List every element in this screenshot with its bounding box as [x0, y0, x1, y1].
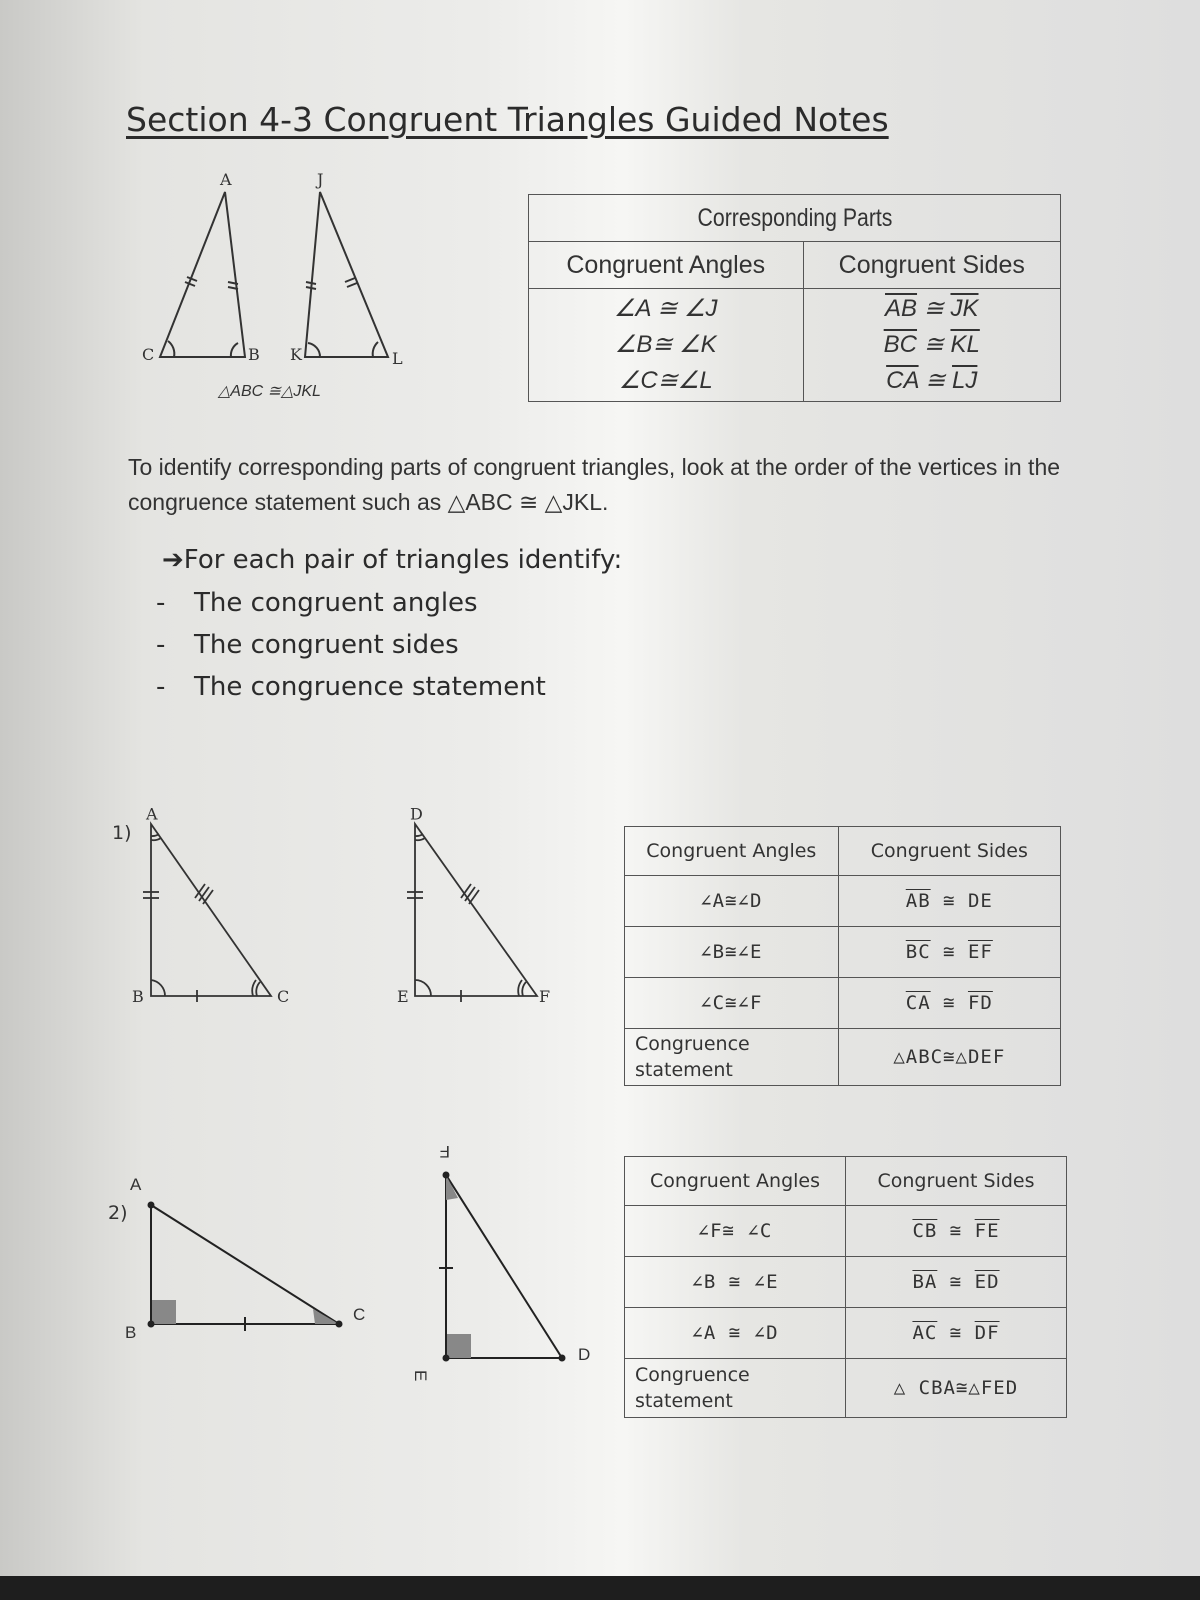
statement-label-line: Congruence [635, 1364, 750, 1386]
answer-angle: ∠F≅ ∠C [625, 1206, 846, 1257]
example-caption: △ABC ≅△JKL [218, 383, 321, 400]
col-header-sides: Congruent Sides [838, 827, 1060, 876]
label-j: J [317, 170, 324, 189]
problem2-answer-table [624, 1156, 1067, 1418]
label-e: E [411, 1370, 430, 1382]
label-a: A [130, 1175, 142, 1194]
side: $\overline{CB}$ [912, 1220, 938, 1242]
statement-label-line: statement [635, 1390, 733, 1412]
label-l: L [392, 349, 403, 368]
answer-side: $\overline{BC}$ ≅ $\overline{EF}$ [838, 927, 1060, 978]
answer-angle: ∠B ≅ ∠E [625, 1257, 846, 1308]
triangle-jkl [305, 192, 388, 357]
side: $\overline{BA}$ [912, 1271, 938, 1293]
side: $\overline{EF}$ [967, 941, 993, 963]
angle-pair: ∠A ≅ ∠J [613, 295, 718, 322]
label-c: C [142, 345, 155, 364]
answer-side: $\overline{CB}$ ≅ $\overline{FE}$ [846, 1206, 1067, 1257]
problem-number: 2) [108, 1202, 128, 1224]
problem1-triangles-figure [125, 800, 575, 1015]
problem2-triangles-figure [125, 1140, 605, 1390]
instruction-bullet: - The congruent angles [156, 588, 478, 618]
label-e: E [397, 987, 409, 1006]
side: DE [967, 890, 993, 912]
answer-side: $\overline{CA}$ ≅ $\overline{FD}$ [838, 978, 1060, 1029]
angle-pair: ∠C≅∠L [618, 367, 713, 394]
statement-label-line: statement [635, 1059, 733, 1081]
side-pair [804, 363, 1060, 399]
cong-symbol: ≅ [923, 331, 944, 358]
answer-side: $\overline{AC}$ ≅ $\overline{DF}$ [846, 1308, 1067, 1359]
side: $\overline{JK}$ [950, 295, 979, 322]
bullet-text: The congruent angles [194, 588, 478, 618]
instruction-bullet: - The congruent sides [156, 630, 459, 660]
label-f: F [439, 1142, 450, 1161]
label-a: A [220, 170, 232, 189]
side: $\overline{AB}$ [905, 890, 931, 912]
side-pair [804, 291, 1060, 327]
answer-side: $\overline{AB}$ ≅ DE [838, 876, 1060, 927]
side: $\overline{LJ}$ [952, 367, 978, 394]
col-header-angles: Congruent Angles [529, 242, 804, 289]
label-d: D [578, 1345, 591, 1364]
side: $\overline{KL}$ [950, 331, 980, 358]
answer-statement: △ CBA≅△FED [846, 1359, 1067, 1418]
cong-symbol: ≅ [925, 367, 946, 394]
angle-pair: ∠B≅ ∠K [614, 331, 717, 358]
answer-side: $\overline{BA}$ ≅ $\overline{ED}$ [846, 1257, 1067, 1308]
label-b: B [248, 345, 260, 364]
label-b: B [125, 1323, 137, 1342]
cong-symbol: ≅ [923, 295, 944, 322]
side: $\overline{ED}$ [974, 1271, 1000, 1293]
side: $\overline{FD}$ [967, 992, 993, 1014]
photo-bottom-edge [0, 1576, 1200, 1600]
side-pair [804, 327, 1060, 363]
side: $\overline{AC}$ [912, 1322, 938, 1344]
table-header: Corresponding Parts [568, 195, 1020, 242]
side: $\overline{BC}$ [883, 331, 918, 358]
side: $\overline{FE}$ [974, 1220, 1000, 1242]
statement-label [625, 1359, 846, 1418]
bullet-text: The congruence statement [194, 672, 546, 702]
statement-label [625, 1029, 839, 1086]
sides-cell [803, 289, 1060, 402]
col-header-sides: Congruent Sides [846, 1157, 1067, 1206]
bullet-text: The congruent sides [194, 630, 459, 660]
label-d: D [410, 804, 423, 824]
col-header-angles: Congruent Angles [625, 827, 839, 876]
intro-text: To identify corresponding parts of congruent triangles, look at the order of the vertices in the congruence statement such as △ABC ≅ △JKL. [128, 454, 1061, 515]
side: $\overline{DF}$ [974, 1322, 1000, 1344]
label-c: C [277, 987, 290, 1006]
side: $\overline{CA}$ [905, 992, 931, 1014]
label-a: A [146, 804, 158, 824]
label-c: C [353, 1305, 366, 1324]
col-header-sides: Congruent Sides [803, 242, 1060, 289]
answer-statement: △ABC≅△DEF [838, 1029, 1060, 1086]
problem1-answer-table [624, 826, 1061, 1086]
corresponding-parts-table [528, 194, 1061, 402]
label-k: K [290, 345, 302, 364]
answer-angle: ∠A≅∠D [625, 876, 839, 927]
col-header-angles: Congruent Angles [625, 1157, 846, 1206]
label-b: B [132, 987, 144, 1006]
instruction-bullet: - The congruence statement [156, 672, 546, 702]
side: $\overline{CA}$ [886, 367, 919, 394]
angles-cell [529, 289, 804, 402]
side: $\overline{BC}$ [905, 941, 931, 963]
answer-angle: ∠C≅∠F [625, 978, 839, 1029]
label-f: F [539, 987, 551, 1006]
statement-label-line: Congruence [635, 1033, 750, 1055]
problem-number: 1) [112, 822, 132, 844]
page-title: Section 4-3 Congruent Triangles Guided Notes [126, 100, 889, 139]
instructions-heading: ➔For each pair of triangles identify: [162, 545, 623, 575]
triangle-abc [160, 192, 245, 357]
answer-angle: ∠A ≅ ∠D [625, 1308, 846, 1359]
example-triangles-figure [130, 170, 430, 405]
answer-angle: ∠B≅∠E [625, 927, 839, 978]
side: $\overline{AB}$ [885, 295, 918, 322]
